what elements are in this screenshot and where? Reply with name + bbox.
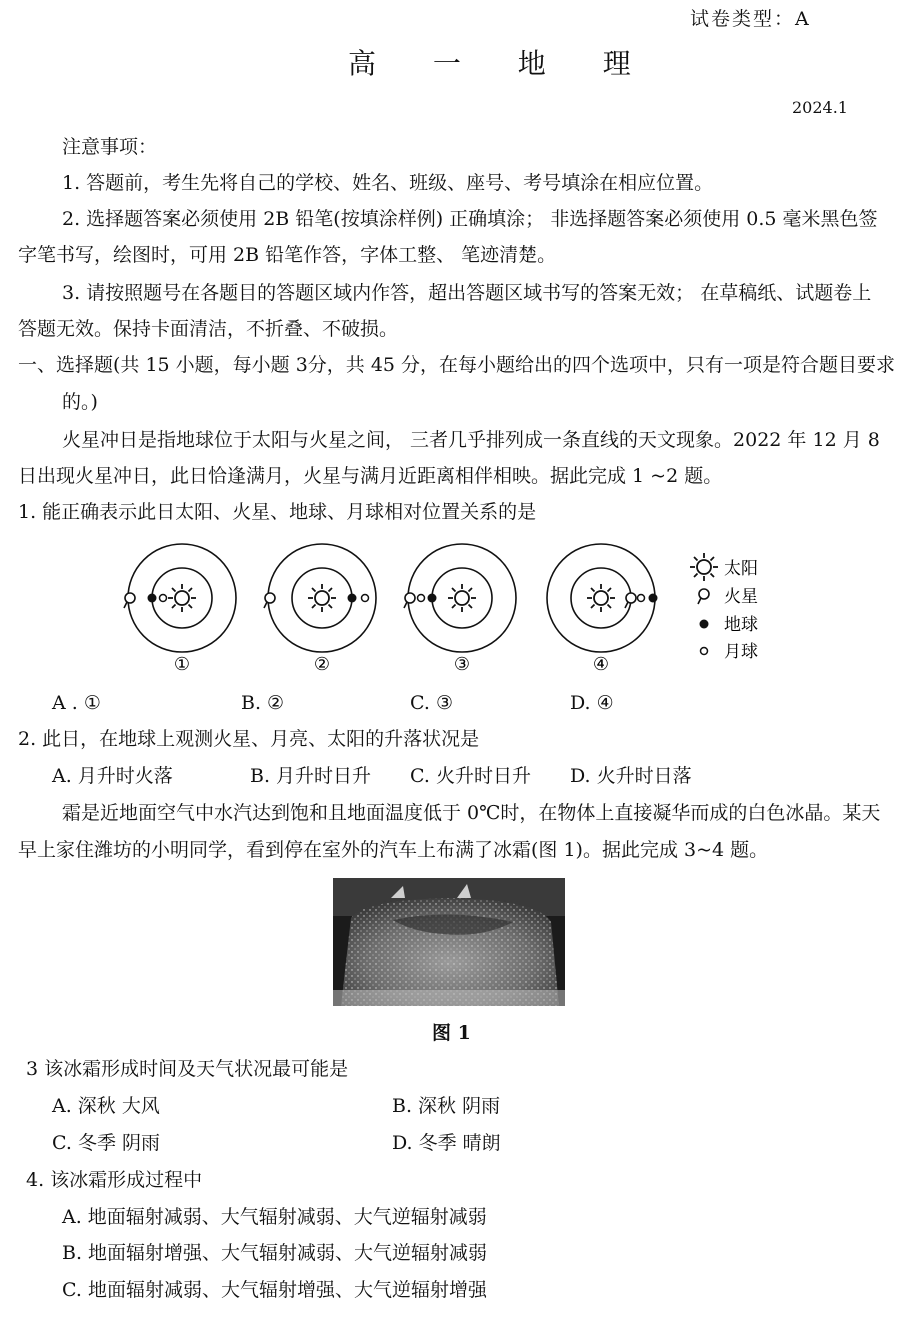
legend-mars-icon xyxy=(698,589,709,604)
legend-moon-label: 月球 xyxy=(724,642,758,662)
diagram-2-label: ② xyxy=(313,654,331,675)
earth-icon xyxy=(649,594,658,603)
moon-icon xyxy=(160,595,167,602)
question-2-stem: 2. 此日，在地球上观测火星、月亮、太阳的升落状况是 xyxy=(18,728,480,750)
moon-icon xyxy=(638,595,645,602)
question-1-option-a: A . ① xyxy=(52,692,101,714)
question-4-option-b: B. 地面辐射增强、大气辐射减弱、大气逆辐射减弱 xyxy=(62,1242,488,1264)
sun-icon xyxy=(168,584,196,612)
diagram-1 xyxy=(124,544,236,652)
passage-1-line-2: 日出现火星冲日，此日恰逢满月，火星与满月近距离相伴相映。据此完成 1 ~2 题。 xyxy=(18,465,723,487)
paper-type: 试卷类型：A xyxy=(690,8,811,30)
legend-mars-label: 火星 xyxy=(724,587,758,607)
passage-2-line-2: 早上家住潍坊的小明同学，看到停在室外的汽车上布满了冰霜(图 1)。据此完成 3~4 题。 xyxy=(18,839,769,861)
question-2-option-a: A. 月升时火落 xyxy=(52,765,173,787)
question-4-option-c: C. 地面辐射减弱、大气辐射增强、大气逆辐射增强 xyxy=(62,1279,487,1301)
legend-moon-icon xyxy=(701,648,708,655)
diagram-legend xyxy=(690,553,758,662)
question-2-option-b: B. 月升时日升 xyxy=(250,765,372,787)
frosted-car-photo xyxy=(333,878,565,1006)
question-2-option-d: D. 火升时日落 xyxy=(570,765,692,787)
notice-item-2-line-1: 2. 选择题答案必须使用 2B 铅笔(按填涂样例) 正确填涂； 非选择题答案必须使用 0.5 毫米黑色签 xyxy=(62,208,878,230)
earth-icon xyxy=(428,594,437,603)
diagram-4 xyxy=(547,544,658,652)
question-1-stem: 1. 能正确表示此日太阳、火星、地球、月球相对位置关系的是 xyxy=(18,501,537,523)
orbit-diagrams xyxy=(110,538,800,678)
section-heading-line-2: 的。) xyxy=(62,391,98,413)
diagram-2 xyxy=(264,544,376,652)
question-1-option-d: D. ④ xyxy=(570,692,614,714)
question-3-stem: 3 该冰霜形成时间及天气状况最可能是 xyxy=(26,1058,349,1080)
question-3-option-d: D. 冬季 晴朗 xyxy=(392,1132,501,1154)
figure-1-caption: 图 1 xyxy=(432,1022,471,1044)
question-4-stem: 4. 该冰霜形成过程中 xyxy=(26,1169,203,1191)
question-4-option-a: A. 地面辐射减弱、大气辐射减弱、大气逆辐射减弱 xyxy=(62,1206,487,1228)
question-3-option-c: C. 冬季 阴雨 xyxy=(52,1132,160,1154)
sun-icon xyxy=(308,584,336,612)
legend-earth-label: 地球 xyxy=(724,615,758,635)
mars-icon xyxy=(264,593,275,608)
notice-item-3-line-1: 3. 请按照题号在各题目的答题区域内作答，超出答题区域书写的答案无效； 在草稿纸、试题卷上 xyxy=(62,282,872,304)
exam-date: 2024.1 xyxy=(792,98,848,117)
notice-item-3-line-2: 答题无效。保持卡面清洁，不折叠、不破损。 xyxy=(18,318,399,340)
earth-icon xyxy=(148,594,157,603)
diagram-4-label: ④ xyxy=(592,654,610,675)
legend-earth-icon xyxy=(700,620,709,629)
passage-2-line-1: 霜是近地面空气中水汽达到饱和且地面温度低于 0℃时，在物体上直接凝华而成的白色冰晶。某天 xyxy=(62,802,881,824)
notice-item-1: 1. 答题前，考生先将自己的学校、姓名、班级、座号、考号填涂在相应位置。 xyxy=(62,172,714,194)
legend-sun-label: 太阳 xyxy=(724,559,758,579)
earth-icon xyxy=(348,594,357,603)
sun-icon xyxy=(587,584,615,612)
question-2-option-c: C. 火升时日升 xyxy=(410,765,531,787)
question-3-option-b: B. 深秋 阴雨 xyxy=(392,1095,501,1117)
question-3-option-a: A. 深秋 大风 xyxy=(52,1095,160,1117)
moon-icon xyxy=(418,595,425,602)
diagram-1-label: ① xyxy=(173,654,191,675)
page-title: 高 一 地 理 xyxy=(348,47,655,80)
legend-sun-icon xyxy=(690,553,718,581)
sun-icon xyxy=(448,584,476,612)
passage-1-line-1: 火星冲日是指地球位于太阳与火星之间， 三者几乎排列成一条直线的天文现象。2022 年 12 月 8 xyxy=(62,429,880,451)
diagram-3-label: ③ xyxy=(453,654,471,675)
moon-icon xyxy=(362,595,369,602)
section-heading-line-1: 一、选择题(共 15 小题，每小题 3分，共 45 分，在每小题给出的四个选项中，只有一项是符合题目要求 xyxy=(18,354,896,376)
notice-heading: 注意事项： xyxy=(62,136,158,158)
question-1-option-b: B. ② xyxy=(241,692,285,714)
question-1-option-c: C. ③ xyxy=(410,692,453,714)
diagram-3 xyxy=(404,544,516,652)
mars-icon xyxy=(124,593,135,608)
mars-icon xyxy=(404,593,415,608)
notice-item-2-line-2: 字笔书写，绘图时，可用 2B 铅笔作答，字体工整、 笔迹清楚。 xyxy=(18,244,557,266)
